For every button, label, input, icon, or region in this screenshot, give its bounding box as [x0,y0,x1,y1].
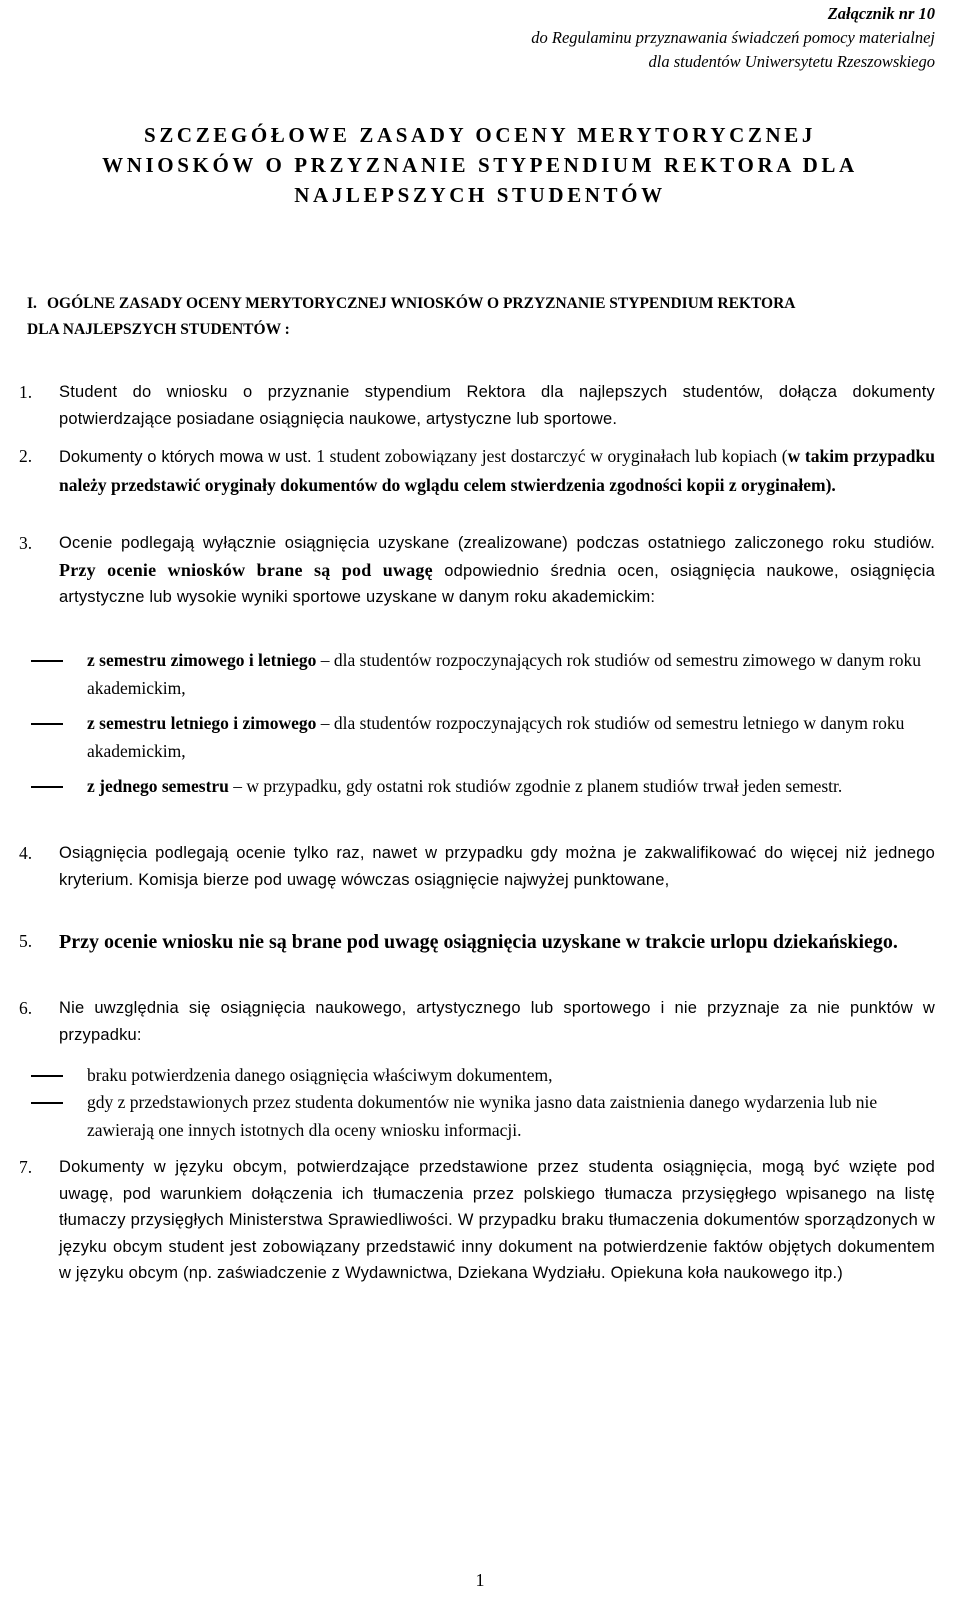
dash-text-rest: – dla studentów rozpoczynających rok studiów od semestru letniego w danym roku akademickim, [87,713,905,761]
dash-text-bold: z semestru zimowego i letniego [87,650,317,670]
dash-text-bold: z jednego semestru [87,776,229,796]
dash-text-bold: z semestru letniego i zimowego [87,713,317,733]
list-item-4 [19,840,935,893]
list-item-2 [19,443,935,499]
item-number: 6. [19,998,33,1018]
dash-item-1 [27,647,935,702]
title-line-2: WNIOSKÓW O PRZYZNANIE STYPENDIUM REKTORA DLA [102,153,858,177]
dash-item-5 [27,1089,935,1144]
item-number: 3. [19,533,33,553]
item-number: 7. [19,1157,33,1177]
page-number: 1 [475,1570,485,1590]
section-title-line-2: DLA NAJLEPSZYCH STUDENTÓW : [27,321,290,338]
item-text-bold: w takim przypadku należy przedstawić oryginały dokumentów do wglądu celem stwierdzenia zgodności kopii z oryginałem). [59,446,935,495]
document-title [0,120,960,210]
item-text-bold: Przy ocenie wniosków brane są pod uwagę [59,559,433,580]
attachment-number: Załącznik nr 10 [827,4,935,23]
dash-text-rest: – w przypadku, gdy ostatni rok studiów zgodnie z planem studiów trwał jeden semestr. [228,776,843,796]
attachment-university: dla studentów Uniwersytetu Rzeszowskiego [648,52,935,71]
dash-text-rest: – dla studentów rozpoczynających rok studiów od semestru zimowego w danym roku akademickim, [87,650,921,698]
dash-item-2 [27,710,935,765]
dash-text [87,647,935,702]
item-text: Osiągnięcia podlegają ocenie tylko raz, nawet w przypadku gdy można je zakwalifikować do więcej niż jednego kryterium. Komisja bierze pod uwagę wówczas osiągnięcie najwyżej punktowane, [59,844,935,889]
item-text [59,443,935,499]
item-text: Dokumenty w języku obcym, potwierdzające przedstawione przez studenta osiągnięcia, mogą być wzięte pod uwagę, pod warunkiem dołączenia ich tłumaczenia przez polskiego tłumacza przysięgłego wpisanego na listę tłumaczy przysięgłych Ministerstwa Sprawiedliwości. W przypadku braku tłumaczenia dokumentów sporządzonych w języku obcym student jest zobowiązany przedstawić inny dokument na potwierdzenie faktów objętych dokumentem w języku obcym (np. zaświadczenie z Wydawnictwa, Dziekana Wydziału. Opiekuna koła naukowego itp.) [59,1158,935,1282]
section-title-line-1: OGÓLNE ZASADY OCENY MERYTORYCZNEJ WNIOSKÓW O PRZYZNANIE STYPENDIUM REKTORA [47,295,796,312]
list-item-6 [19,995,935,1048]
list-item-5 [19,928,935,956]
section-number: I. [27,295,37,312]
item-number: 2. [19,446,33,466]
item-text [59,530,935,611]
dash-text [87,710,935,765]
item-text-part-b: 1 student zobowiązany jest dostarczyć w oryginałach lub kopiach ( [311,446,788,466]
dash-text [87,773,935,801]
title-line-1: SZCZEGÓŁOWE ZASADY OCENY MERYTORYCZNEJ [144,123,816,147]
item-text-part-b: odpowiednio średnia ocen, osiągnięcia naukowe, osiągnięcia artystyczne lub wysokie wyniki sportowe uzyskane w danym roku akademickim: [59,561,935,606]
title-line-3: NAJLEPSZYCH STUDENTÓW [294,183,666,207]
item-text: Student do wniosku o przyznanie stypendium Rektora dla najlepszych studentów, dołącza dokumenty potwierdzające posiadane osiągnięcia naukowe, artystyczne lub sportowe. [59,383,935,428]
item-number: 4. [19,843,33,863]
item-number: 1. [19,382,33,402]
item-text-part-a: Dokumenty o których mowa w ust. [59,448,312,466]
dash-item-4 [27,1062,935,1090]
item-text-part-a: Ocenie podlegają wyłącznie osiągnięcia uzyskane (zrealizowane) podczas ostatniego zaliczonego roku studiów. [59,534,935,552]
list-item-3 [19,530,935,611]
list-item-7 [19,1154,935,1287]
dash-item-3 [27,773,935,801]
attachment-header [531,2,935,74]
attachment-regulation: do Regulaminu przyznawania świadczeń pomocy materialnej [531,28,935,47]
dash-text: braku potwierdzenia danego osiągnięcia właściwym dokumentem, [87,1065,553,1085]
dash-text: gdy z przedstawionych przez studenta dokumentów nie wynika jasno data zaistnienia danego wydarzenia lub nie zawierają one innych istotnych dla oceny wniosku informacji. [87,1092,878,1140]
item-number: 5. [19,931,33,951]
list-item-1 [19,379,935,432]
item-text: Nie uwzględnia się osiągnięcia naukowego, artystycznego lub sportowego i nie przyznaje za nie punktów w przypadku: [59,999,935,1044]
item-text: Przy ocenie wniosku nie są brane pod uwagę osiągnięcia uzyskane w trakcie urlopu dziekańskiego. [59,931,898,953]
